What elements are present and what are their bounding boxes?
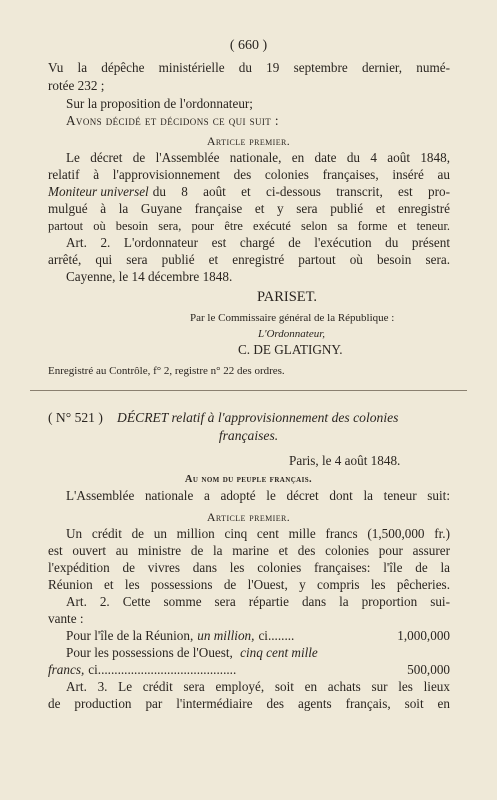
- allocation-label: Pour les possessions de l'Ouest,: [66, 645, 233, 660]
- italic-title: Moniteur universel: [48, 184, 149, 199]
- allocation-leader: ci..........................................: [88, 662, 237, 677]
- text-line: Cayenne, le 14 décembre 1848.: [66, 269, 233, 284]
- signature-name: PARISET.: [257, 289, 318, 305]
- text-line: Le décret de l'Assemblée nationale, en date du 4 août 1848,: [66, 150, 450, 165]
- text-line: Réunion et les possessions de l'Ouest, y compris les pêcheries.: [48, 577, 450, 592]
- allocation-label: Pour l'île de la Réunion,: [66, 628, 194, 643]
- text-line: Art. 3. Le crédit sera employé, soit en achats sur les lieux: [66, 679, 450, 694]
- signature-name: C. DE GLATIGNY.: [238, 342, 343, 357]
- text-line: l'expédition de vivres dans les colonies françaises: l'île de la: [48, 560, 450, 575]
- text-line: Enregistré au Contrôle, f° 2, registre n° 22 des ordres.: [48, 365, 285, 377]
- decree-title: françaises.: [218, 428, 279, 443]
- text-line: rotée 232 ;: [48, 78, 105, 93]
- text-line: de production par l'intermédiaire des agents français, soit en: [48, 696, 450, 711]
- text-line: Sur la proposition de l'ordonnateur;: [66, 96, 253, 111]
- text-segment: du 8 août et ci-dessous transcrit, est pro-: [152, 184, 450, 199]
- allocation-words: un million,: [197, 628, 255, 643]
- text-line: [48, 184, 450, 200]
- allocation-row: [66, 645, 318, 661]
- text-line: Avons décidé et décidons ce qui suit :: [66, 113, 279, 128]
- decree-title: DÉCRET relatif à l'approvisionnement des colonies: [117, 410, 399, 425]
- text-line: Par le Commissaire général de la République :: [190, 312, 395, 324]
- article-heading: Article premier.: [206, 510, 291, 524]
- allocation-leader: ci........: [258, 628, 295, 643]
- article-heading: Article premier.: [206, 134, 291, 148]
- text-line: relatif à l'approvisionnement des colonies françaises, inséré au: [48, 167, 450, 182]
- text-line: partout où besoin sera, pour être exécuté selon sa forme et teneur.: [48, 219, 450, 233]
- text-line: Art. 2. Cette somme sera répartie dans la proportion sui-: [66, 594, 450, 609]
- text-line: L'Assemblée nationale a adopté le décret dont la teneur suit:: [66, 488, 450, 503]
- decree-number: ( N° 521 ): [48, 410, 103, 425]
- text-line: L'Ordonnateur,: [258, 328, 326, 340]
- text-line: Un crédit de un million cinq cent mille francs (1,500,000 fr.): [66, 526, 450, 541]
- allocation-words: cinq cent mille: [240, 645, 318, 660]
- allocation-row: [48, 662, 450, 678]
- allocation-row: [66, 628, 450, 644]
- text-line: Au nom du peuple français.: [184, 474, 313, 485]
- text-line: vante :: [48, 611, 84, 626]
- page-number: ( 660 ): [229, 38, 268, 53]
- allocation-words: francs,: [48, 662, 85, 677]
- text-line: arrêté, qui sera publié et enregistré partout où besoin sera.: [48, 252, 450, 267]
- allocation-amount: 500,000: [407, 662, 450, 677]
- text-line: mulgué à la Guyane française et y sera publié et enregistré: [48, 201, 450, 216]
- text-line: est ouvert au ministre de la marine et des colonies pour assurer: [48, 543, 450, 558]
- text-line: Paris, le 4 août 1848.: [289, 453, 401, 468]
- text-line: Art. 2. L'ordonnateur est chargé de l'exécution du présent: [66, 235, 450, 250]
- section-divider: [30, 390, 467, 391]
- text-line: Vu la dépêche ministérielle du 19 septembre dernier, numé-: [48, 60, 450, 75]
- allocation-amount: 1,000,000: [397, 628, 450, 643]
